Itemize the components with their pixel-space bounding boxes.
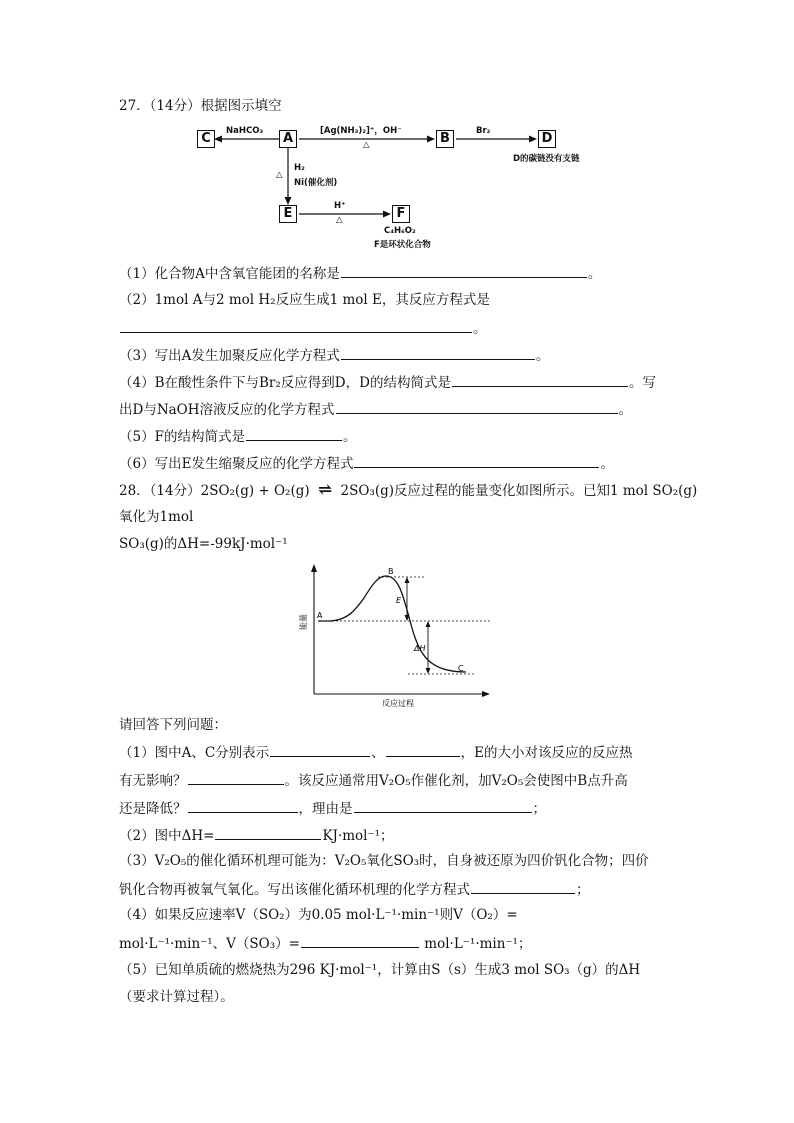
answer-blank[interactable] [452,372,628,387]
x-axis-label: 反应过程 [382,699,414,708]
reagent-br2: Br₂ [476,126,491,136]
q28-4a: （4）如果反应速率V（SO₂）为0.05 mol·L⁻¹·min⁻¹则V（O₂）= [119,907,518,923]
energy-diagram [290,560,500,712]
answer-blank[interactable] [188,770,284,785]
heat-symbol-ab: △ [363,140,370,150]
q28-prompt: 请回答下列问题： [119,717,227,733]
energy-curve [318,576,466,672]
answer-blank[interactable] [341,345,535,360]
q27-3: （3）写出A发生加聚反应化学方程式 。 [119,345,549,365]
reagent-h-plus: H⁺ [334,201,346,211]
reagent-nahco3: NaHCO₃ [226,126,264,136]
q28-5b: （要求计算过程）。 [119,989,234,1005]
compound-d-box: D [538,130,556,148]
q28-intro-3: SO₃(g)的ΔH=-99kJ·mol⁻¹ [119,536,288,552]
reagent-ni-catalyst: Ni(催化剂) [294,178,338,188]
answer-blank[interactable] [354,798,532,813]
answer-blank[interactable] [336,399,618,414]
point-b-label: B [388,567,394,576]
y-axis-label: 能量 [299,614,308,630]
q28-2: （2）图中ΔH= KJ·mol⁻¹； [119,825,394,845]
answer-blank[interactable] [386,742,460,757]
compound-f-box: F [392,205,410,223]
answer-blank[interactable] [270,742,370,757]
note-d: D的碳链没有支链 [513,154,580,164]
answer-blank[interactable] [215,825,321,840]
q27-2-answer: 。 [119,318,487,338]
equilibrium-arrow-icon: ⇌ [317,480,333,500]
q28-5a: （5）已知单质硫的燃烧热为296 KJ·mol⁻¹，计算由S（s）生成3 mol SO₃（g）的ΔH [119,962,641,978]
q28-3a: （3）V₂O₅的催化循环机理可能为：V₂O₅氧化SO₃时，自身被还原为四价钒化合物；四价 [119,853,649,869]
q28-1c: 还是降低？ ，理由是 ； [119,798,546,818]
q27-5: （5）F的结构简式是 。 [119,426,356,446]
q27-1: （1）化合物A中含氧官能团的名称是 。 [119,263,601,283]
point-a-label: A [317,611,323,620]
heat-symbol-ae: △ [276,170,283,180]
activation-energy-label: E [396,596,402,605]
q27-title: 27．（14分）根据图示填空 [119,98,282,114]
formula-f: C₄H₆O₂ [384,226,416,236]
q28-1b: 有无影响？ 。该反应通常用V₂O₅作催化剂，加V₂O₅会使图中B点升高 [119,770,628,790]
answer-blank[interactable] [246,426,342,441]
answer-blank[interactable] [471,879,575,894]
compound-a-box: A [279,130,297,148]
note-f: F是环状化合物 [374,240,431,250]
enthalpy-change-label: ΔH [414,644,426,653]
q28-intro-2: 氧化为1mol [119,509,194,525]
answer-blank[interactable] [120,318,472,333]
compound-b-box: B [436,130,454,148]
q28-1a: （1）图中A、C分别表示 、 ，E的大小对该反应的反应热 [119,742,633,762]
reagent-h2: H₂ [294,163,305,173]
answer-blank[interactable] [341,263,587,278]
reagent-tollens: [Ag(NH₃)₂]⁺，OH⁻ [320,126,402,136]
q28-3b: 钒化合物再被氧气氧化。写出该催化循环机理的化学方程式 ； [119,879,590,899]
q27-4a: （4）B在酸性条件下与Br₂反应得到D，D的结构简式是 。写 [119,372,656,392]
q27-2: （2）1mol A与2 mol H₂反应生成1 mol E，其反应方程式是 [119,292,490,308]
answer-blank[interactable] [188,798,298,813]
point-c-label: C [458,664,464,673]
q27-4b: 出D与NaOH溶液反应的化学方程式 。 [119,399,632,419]
q27-6: （6）写出E发生缩聚反应的化学方程式 。 [119,453,614,473]
q28-4b: mol·L⁻¹·min⁻¹、V（SO₃）= mol·L⁻¹·min⁻¹； [119,933,531,953]
compound-c-box: C [197,130,215,148]
answer-blank[interactable] [354,453,599,468]
heat-symbol-ef: △ [336,215,343,225]
compound-e-box: E [279,205,297,223]
q28-intro-1: 28．（14分）2SO₂(g) + O₂(g) ⇌ 2SO₃(g)反应过程的能量变化如图所示。已知1 mol SO₂(g) [119,480,698,500]
answer-blank[interactable] [301,933,419,948]
